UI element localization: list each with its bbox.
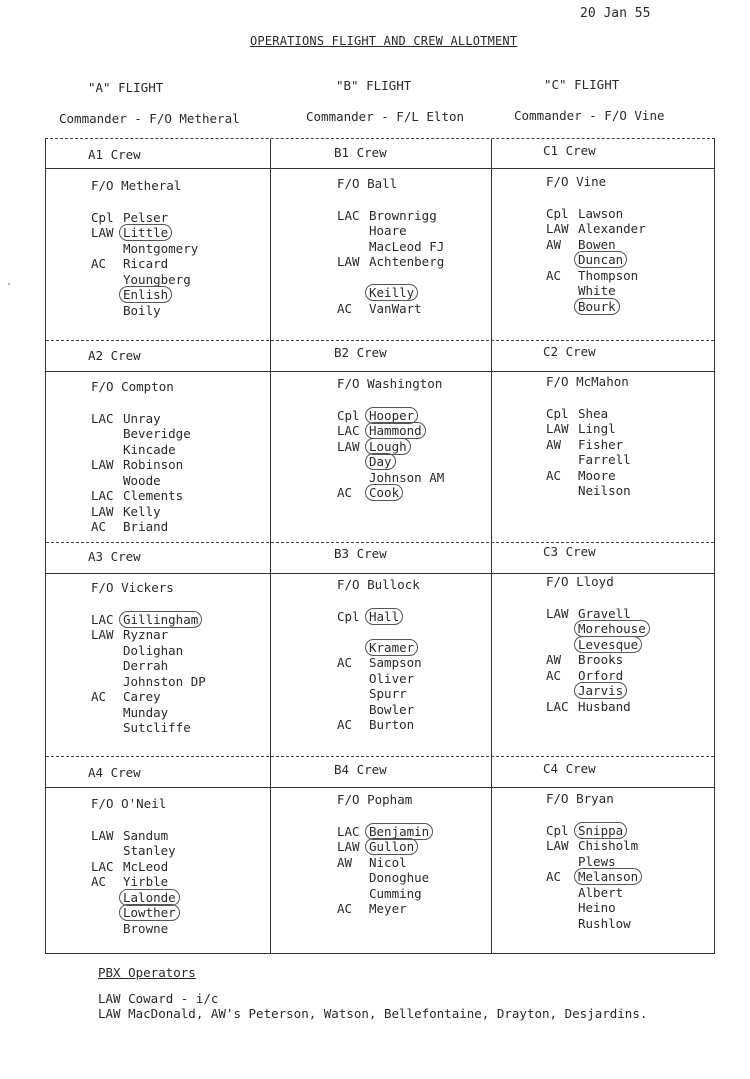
- crew-member-name: Gullon: [365, 838, 418, 855]
- crew-officer: F/O Bryan: [546, 791, 614, 806]
- document-date: 20 Jan 55: [580, 6, 651, 21]
- crew-member-name: Rushlow: [578, 915, 631, 931]
- crew-member-name: Oliver: [369, 670, 415, 686]
- crew-member: [91, 720, 206, 736]
- crew-member: [337, 702, 422, 718]
- crew-member-rank: LAW: [91, 827, 114, 843]
- crew-member-name: White: [578, 283, 616, 298]
- crew-member-rank: AC: [91, 519, 107, 534]
- crew-member: [91, 627, 206, 643]
- crew-member: [337, 301, 444, 317]
- crew-member-name: Briand: [123, 519, 169, 534]
- crew-label: C4 Crew: [543, 761, 596, 776]
- crew-member: [337, 208, 444, 224]
- crew-member: [546, 699, 650, 715]
- crew-member-name: Stanley: [123, 843, 176, 858]
- crew-member: [337, 439, 444, 455]
- crew-member: [91, 411, 191, 427]
- crew-member: [337, 454, 444, 470]
- crew-member-name: Moore: [578, 467, 616, 483]
- crew-member-name: Unray: [123, 410, 161, 426]
- crew-member-rank: LAW: [546, 421, 569, 436]
- crew-member-name: Husband: [578, 698, 631, 714]
- crew-member: [91, 658, 206, 674]
- crew-member-name: Spurr: [369, 686, 407, 701]
- crew-member-name: Bowler: [369, 701, 415, 717]
- column-divider: [491, 139, 492, 953]
- crew-member-rank: LAW: [337, 839, 360, 854]
- crew-member-rank: LAC: [91, 611, 114, 627]
- crew-member: [337, 717, 422, 733]
- crew-member-name: Hooper: [365, 407, 418, 424]
- crew-member: [91, 442, 191, 458]
- crew-member-rank: Cpl: [546, 822, 569, 838]
- crew-member-rank: LAW: [91, 225, 114, 240]
- crew-label: B1 Crew: [334, 145, 387, 160]
- crew-member-name: Yirble: [123, 874, 169, 889]
- crew-member-rank: Cpl: [337, 608, 360, 624]
- crew-member-name: Woode: [123, 472, 161, 488]
- crew-member-rank: AC: [546, 869, 562, 884]
- crew-member-rank: LAW: [546, 605, 569, 621]
- crew-member: [91, 272, 198, 288]
- crew-member: [337, 609, 422, 625]
- crew-member-name: Lowther: [119, 904, 180, 921]
- crew-member: [337, 886, 433, 902]
- crew-member-name: Browne: [123, 920, 169, 936]
- column-divider: [270, 139, 271, 953]
- crew-member-name: Boily: [123, 302, 161, 318]
- crew-member-name: Robinson: [123, 457, 184, 472]
- crew-member: [91, 705, 206, 721]
- crew-member-name: Johnston DP: [123, 673, 206, 689]
- crew-member-name: Sandum: [123, 827, 169, 843]
- crew-member: [546, 823, 642, 839]
- crew-member-name: Farrell: [578, 452, 631, 467]
- crew-label: A3 Crew: [88, 549, 141, 564]
- crew-member-name: VanWart: [369, 300, 422, 316]
- crew-label: B2 Crew: [334, 345, 387, 360]
- crew-officer: F/O Vickers: [91, 580, 174, 595]
- crew-member: [337, 824, 433, 840]
- crew-member: [91, 504, 191, 520]
- crew-member-rank: AC: [91, 874, 107, 889]
- crew-member: [546, 221, 646, 237]
- crew-member-list: [337, 792, 433, 917]
- crew-member: [546, 916, 642, 932]
- crew-member: [91, 473, 191, 489]
- crew-member: [91, 519, 191, 535]
- crew-member-list: [546, 374, 631, 499]
- crew-member-list: [337, 577, 422, 733]
- crew-member: [546, 637, 650, 653]
- crew-member-rank: AC: [546, 667, 562, 683]
- crew-member: [337, 870, 433, 886]
- crew-member-rank: LAC: [91, 858, 114, 874]
- crew-member-name: Brownrigg: [369, 207, 437, 223]
- crew-officer: F/O McMahon: [546, 374, 629, 389]
- crew-member-rank: AC: [91, 256, 107, 271]
- crew-member: [546, 452, 631, 468]
- crew-officer: F/O Ball: [337, 176, 398, 191]
- row-divider: [46, 542, 714, 543]
- crew-member: [91, 689, 206, 705]
- crew-member-name: Day: [365, 453, 396, 470]
- crew-officer: F/O Bullock: [337, 577, 420, 592]
- crew-member: [337, 285, 444, 301]
- crew-member-name: Neilson: [578, 483, 631, 498]
- crew-label: C3 Crew: [543, 544, 596, 559]
- crew-member-name: Clements: [123, 488, 184, 503]
- crew-member: [337, 485, 444, 501]
- crew-member-name: Lingl: [578, 421, 616, 436]
- crew-member-name: Chisholm: [578, 838, 639, 853]
- pbx-operators-line-2: LAW MacDonald, AW's Peterson, Watson, Bellefontaine, Drayton, Desjardins.: [98, 1006, 648, 1021]
- crew-member-rank: LAW: [91, 627, 114, 642]
- crew-member: [91, 488, 191, 504]
- crew-member-rank: LAC: [546, 698, 569, 714]
- crew-member-name: Meyer: [369, 901, 407, 916]
- crew-member-rank: LAC: [337, 207, 360, 223]
- crew-member: [546, 299, 646, 315]
- crew-member: [337, 839, 433, 855]
- crew-member-name: Montgomery: [123, 240, 199, 256]
- crew-member: [91, 457, 191, 473]
- crew-member-name: Achtenberg: [369, 254, 445, 269]
- crew-member-rank: Cpl: [546, 205, 569, 221]
- crew-label: A1 Crew: [88, 147, 141, 162]
- crew-member: [91, 921, 180, 937]
- crew-member-name: Beveridge: [123, 426, 191, 441]
- crew-member-name: Dolighan: [123, 642, 184, 658]
- crew-member: [546, 283, 646, 299]
- crew-member: [546, 237, 646, 253]
- crew-member: [91, 612, 206, 628]
- crew-member: [91, 890, 180, 906]
- crew-member-name: Munday: [123, 704, 169, 720]
- crew-member-name: Sutcliffe: [123, 720, 191, 735]
- crew-member-name: Kramer: [365, 639, 418, 656]
- crew-member-name: Lawson: [578, 205, 624, 221]
- flight-b-heading: "B" FLIGHT: [336, 78, 412, 93]
- crew-member: [91, 256, 198, 272]
- crew-member-rank: LAW: [546, 221, 569, 236]
- crew-member-list: [91, 379, 191, 535]
- crew-member-list: [337, 176, 444, 316]
- crew-member-rank: AC: [337, 655, 353, 670]
- crew-member: [546, 421, 631, 437]
- crew-member-name: Derrah: [123, 658, 169, 673]
- flight-c-heading: "C" FLIGHT: [544, 77, 620, 92]
- crew-member: [546, 437, 631, 453]
- crew-member: [91, 874, 180, 890]
- crew-member: [546, 483, 631, 499]
- crew-member-list: [546, 574, 650, 714]
- crew-label: C1 Crew: [543, 143, 596, 158]
- crew-member-rank: AW: [546, 436, 562, 452]
- crew-member: [337, 408, 444, 424]
- crew-member-name: Brooks: [578, 652, 624, 667]
- crew-member: [337, 686, 422, 702]
- crew-officer: F/O Compton: [91, 379, 174, 394]
- crew-member-rank: AW: [546, 236, 562, 252]
- crew-member-name: Bourk: [574, 298, 620, 315]
- crew-member-name: Keilly: [365, 284, 418, 301]
- flight-a-heading: "A" FLIGHT: [88, 80, 164, 95]
- crew-member-name: Fisher: [578, 436, 624, 452]
- crew-member-name: McLeod: [123, 858, 169, 874]
- crew-member: [337, 640, 422, 656]
- crew-member-rank: LAC: [337, 823, 360, 839]
- crew-member-name: Cook: [365, 484, 403, 501]
- crew-member-name: Donoghue: [369, 870, 430, 885]
- crew-member-name: Cumming: [369, 885, 422, 901]
- crew-member-list: [91, 580, 206, 736]
- row-divider: [46, 787, 714, 788]
- crew-member-rank: Cpl: [546, 405, 569, 421]
- crew-member: [91, 843, 180, 859]
- crew-member-name: Gravell: [578, 605, 631, 621]
- crew-member-name: Pelser: [123, 209, 169, 225]
- crew-member: [91, 905, 180, 921]
- flight-b-commander: Commander - F/L Elton: [306, 109, 465, 124]
- stray-mark: [8, 283, 10, 285]
- crew-member: [546, 683, 650, 699]
- crew-member-list: [337, 376, 444, 501]
- crew-member: [337, 470, 444, 486]
- crew-member-list: [546, 791, 642, 931]
- crew-officer: F/O Lloyd: [546, 574, 614, 589]
- crew-member: [546, 268, 646, 284]
- crew-member: [546, 869, 642, 885]
- row-divider: [46, 371, 714, 372]
- crew-member-rank: AC: [91, 689, 107, 704]
- row-divider: [46, 168, 714, 169]
- crew-officer: F/O O'Neil: [91, 796, 167, 811]
- row-divider: [46, 340, 714, 341]
- crew-member-name: Heino: [578, 900, 616, 915]
- crew-member-name: Nicol: [369, 854, 407, 870]
- crew-member: [337, 671, 422, 687]
- crew-member-name: Johnson AM: [369, 469, 445, 485]
- crew-member-name: Hall: [365, 608, 403, 625]
- crew-member: [91, 287, 198, 303]
- crew-member: [546, 900, 642, 916]
- crew-member-rank: AC: [546, 467, 562, 483]
- crew-member-list: [546, 174, 646, 314]
- crew-member-name: Little: [119, 224, 172, 241]
- crew-member-name: Sampson: [369, 655, 422, 670]
- crew-member-name: Hammond: [365, 422, 426, 439]
- crew-member: [337, 239, 444, 255]
- crew-member-rank: AW: [337, 854, 353, 870]
- crew-member-name: Melanson: [574, 868, 642, 885]
- crew-member-rank: Cpl: [91, 209, 114, 225]
- crew-member: [337, 254, 444, 270]
- crew-member: [91, 241, 198, 257]
- crew-label: B4 Crew: [334, 762, 387, 777]
- crew-member-name: Morehouse: [574, 620, 650, 637]
- crew-member-rank: AW: [546, 652, 562, 667]
- crew-member: [337, 901, 433, 917]
- crew-member: [546, 606, 650, 622]
- crew-member-name: Ryznar: [123, 627, 169, 642]
- crew-member-name: Burton: [369, 717, 415, 732]
- crew-member: [91, 426, 191, 442]
- crew-member-name: Thompson: [578, 267, 639, 283]
- crew-member: [337, 270, 444, 286]
- crew-member-rank: AC: [337, 485, 353, 500]
- crew-member-name: Duncan: [574, 251, 627, 268]
- crew-member-name: Bowen: [578, 236, 616, 252]
- crew-member-name: Orford: [578, 667, 624, 683]
- crew-member-name: Youngberg: [123, 271, 191, 287]
- crew-member: [91, 303, 198, 319]
- crew-member-name: Snippa: [574, 822, 627, 839]
- crew-member: [546, 668, 650, 684]
- crew-member-name: Albert: [578, 884, 624, 900]
- pbx-operators-title: PBX Operators: [98, 965, 196, 980]
- crew-label: B3 Crew: [334, 546, 387, 561]
- crew-member-name: Levesque: [574, 636, 642, 653]
- crew-member: [546, 206, 646, 222]
- crew-member-rank: LAC: [337, 423, 360, 438]
- crew-member-rank: AC: [337, 717, 353, 732]
- crew-member-name: Lough: [365, 438, 411, 455]
- crew-label: C2 Crew: [543, 344, 596, 359]
- crew-member-rank: LAC: [91, 410, 114, 426]
- crew-member-name: Plews: [578, 853, 616, 869]
- crew-member-name: Kincade: [123, 441, 176, 457]
- crew-member: [91, 643, 206, 659]
- pbx-operators-line-1: LAW Coward - i/c: [98, 991, 219, 1006]
- crew-member-rank: AC: [337, 300, 353, 316]
- crew-member-name: Carey: [123, 689, 161, 704]
- crew-member-name: Hoare: [369, 223, 407, 238]
- crew-member-name: Jarvis: [574, 682, 627, 699]
- crew-member: [546, 838, 642, 854]
- flight-c-commander: Commander - F/O Vine: [514, 108, 665, 123]
- document-title: OPERATIONS FLIGHT AND CREW ALLOTMENT: [250, 34, 518, 48]
- crew-member: [337, 223, 444, 239]
- crew-member: [91, 210, 198, 226]
- crew-member-name: Lalonde: [119, 889, 180, 906]
- crew-member-name: Ricard: [123, 256, 169, 271]
- crew-member-name: Enlish: [119, 286, 172, 303]
- crew-member-rank: AC: [337, 901, 353, 916]
- row-divider: [46, 756, 714, 757]
- crew-member: [546, 406, 631, 422]
- crew-member-rank: AC: [546, 267, 562, 283]
- crew-member-name: Benjamin: [365, 823, 433, 840]
- crew-member-rank: LAW: [337, 254, 360, 269]
- crew-member-name: Kelly: [123, 503, 161, 519]
- crew-member: [546, 854, 642, 870]
- crew-member: [337, 655, 422, 671]
- crew-member: [91, 674, 206, 690]
- crew-member: [91, 859, 180, 875]
- crew-member-rank: LAW: [546, 838, 569, 853]
- crew-member-name: Shea: [578, 405, 609, 421]
- crew-member: [337, 624, 422, 640]
- crew-member-rank: LAW: [91, 457, 114, 472]
- crew-member: [91, 225, 198, 241]
- crew-officer: F/O Washington: [337, 376, 443, 391]
- crew-member: [546, 652, 650, 668]
- crew-member-list: [91, 178, 198, 318]
- crew-member-name: MacLeod FJ: [369, 238, 445, 254]
- crew-officer: F/O Popham: [337, 792, 413, 807]
- crew-label: A2 Crew: [88, 348, 141, 363]
- crew-member-rank: LAW: [337, 438, 360, 454]
- crew-member: [337, 855, 433, 871]
- crew-member-rank: LAC: [91, 488, 114, 503]
- crew-member-rank: LAW: [91, 503, 114, 519]
- crew-member: [91, 828, 180, 844]
- crew-member: [546, 252, 646, 268]
- crew-member: [546, 885, 642, 901]
- crew-member-name: Alexander: [578, 221, 646, 236]
- crew-member-name: Gillingham: [119, 611, 202, 628]
- crew-officer: F/O Metheral: [91, 178, 182, 193]
- crew-member-rank: Cpl: [337, 407, 360, 423]
- crew-member: [546, 621, 650, 637]
- crew-member: [546, 468, 631, 484]
- crew-member: [337, 423, 444, 439]
- crew-officer: F/O Vine: [546, 174, 607, 189]
- flight-a-commander: Commander - F/O Metheral: [59, 111, 240, 126]
- crew-member-list: [91, 796, 180, 936]
- crew-label: A4 Crew: [88, 765, 141, 780]
